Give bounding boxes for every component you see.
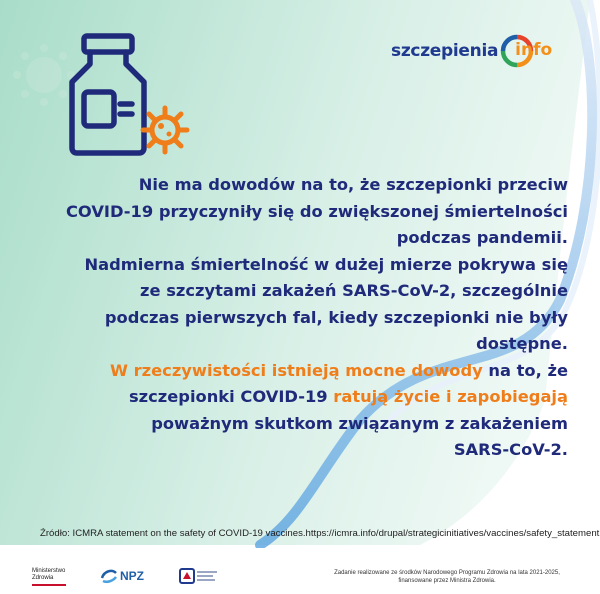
ministry-name-line1: Ministerstwo — [32, 568, 66, 574]
ministry-logo — [32, 568, 66, 586]
institute-logo-icon — [179, 568, 219, 586]
ministry-bar — [32, 584, 66, 586]
message-text: szczepionki COVID-19 — [128, 387, 334, 406]
source-citation: Źródło: ICMRA statement on the safety of COVID-19 vaccines.https://icmra.info/drupal/strategicinitiatives/vaccines/safety_statement — [40, 528, 600, 539]
highlight-text: ratują życie i zapobiegają — [333, 387, 568, 406]
ministry-name-line2: Zdrowia — [32, 575, 54, 581]
highlight-text: W rzeczywistości istnieją mocne dowody — [110, 360, 483, 380]
message-line: Nie ma dowodów na to, że szczepionki przeciw — [138, 175, 568, 194]
message-line: SARS-CoV-2. — [453, 440, 568, 459]
message-line — [30, 358, 568, 385]
message-line: poważnym skutkom związanym z zakażeniem — [151, 413, 568, 433]
brand-ring-icon — [500, 34, 553, 68]
npz-label: NPZ — [120, 569, 144, 583]
message-text: na to, że — [482, 360, 568, 380]
message-line: podczas pierwszych fal, kiedy szczepionki nie były — [104, 307, 568, 327]
main-message — [30, 172, 568, 464]
message-line: dostępne. — [476, 334, 568, 353]
brand-logo — [391, 34, 553, 68]
npz-logo-icon — [100, 568, 118, 584]
brand-suffix: info — [515, 40, 553, 60]
brand-name: szczepienia — [391, 41, 499, 61]
message-line: Nadmierna śmiertelność w dużej mierze pokrywa się — [84, 254, 568, 274]
funding-note — [312, 570, 582, 585]
message-line: podczas pandemii. — [396, 228, 568, 247]
message-line: COVID-19 przyczyniły się do zwiększonej śmiertelności — [65, 201, 568, 221]
funding-line: finansowane przez Ministra Zdrowia. — [398, 577, 496, 584]
virus-icon — [139, 104, 191, 156]
npz-logo — [100, 568, 144, 584]
message-line: ze szczytami zakażeń SARS-CoV-2, szczególnie — [140, 281, 568, 300]
funding-line: Zadanie realizowane ze środków Narodowego Programu Zdrowia na lata 2021-2025, — [334, 570, 560, 576]
message-line — [30, 384, 568, 411]
